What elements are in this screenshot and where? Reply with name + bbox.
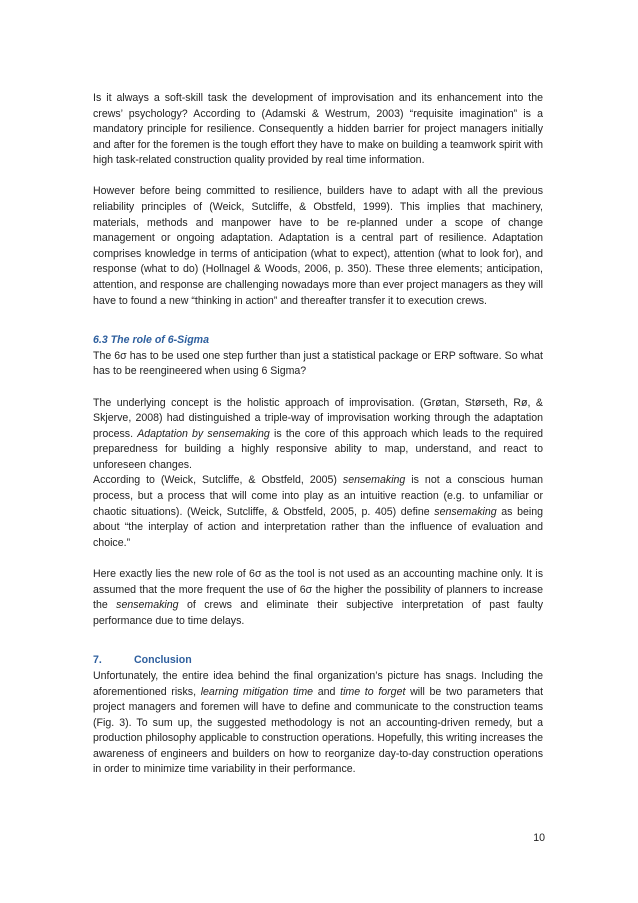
paragraph-6-sigma-intro: The 6σ has to be used one step further than just a statistical package or ERP software. So what has to be reengineered when using 6 Sigma? (93, 349, 543, 378)
page-body (93, 91, 543, 778)
section-heading-6-3: 6.3 The role of 6-Sigma (93, 334, 209, 347)
text-run: is the core of this approach which leads to the required preparedness for building a highly responsive ability to map, understand, and react to unforeseen changes. (93, 427, 544, 471)
text-run: According to (Weick, Sutcliffe, & Obstfeld, 2005) (93, 474, 343, 487)
italic-term: sensemaking (434, 505, 497, 518)
paragraph-conclusion (93, 669, 543, 778)
text-run: of crews and eliminate their subjective interpretation of past faulty performance due to time delays. (93, 599, 543, 627)
paragraph-requisite-imagination: Is it always a soft-skill task the development of improvisation and its enhancement into the crews’ psychology? According to (Adamski & Westrum, 2003) “requisite imagination” is a mandatory principle for resilience. Consequently a hidden barrier for project managers initially and after for the foremen is the tough effort they have to make on building a teamwork spirit with high task-related construction quality provided by real time information. (93, 92, 543, 167)
italic-term: sensemaking (116, 599, 179, 612)
paragraph-holistic-approach (93, 396, 543, 474)
section-number: 7. (93, 654, 102, 667)
section-title: Conclusion (134, 654, 192, 667)
text-run: will be two parameters that project managers and foremen will have to define and communicate to the construction teams (Fig. 3). To sum up, the suggested methodology is not an accounting-driven remedy, but a production philosophy applicable to construction operations. Hopefully, this writing increases the awareness of engineers and builders on how to reorganize day-to-day construction operations in order to minimize time variability in their performance. (93, 685, 544, 776)
text-run: as being about “the interplay of action and interpretation rather than the influence of evaluation and choice.” (93, 505, 544, 549)
paragraph-reliability-principles: However before being committed to resilience, builders have to adapt with all the previous reliability principles of (Weick, Sutcliffe, & Obstfeld, 1999). This implies that machinery, materials, methods and manpower have to be re-planned under a scope of change management or ongoing adaptation. Adaptation is a central part of resilience. Adaptation comprises knowledge in terms of anticipation (what to expect), attention (what to look for), and response (what to do) (Hollnagel & Woods, 2006, p. 350). These three elements; anticipation, attention, and response are challenging nowadays more than ever project managers as they will have to found a new “thinking in action” and thereafter transfer it to execution crews. (93, 185, 543, 307)
page-number: 10 (533, 832, 545, 844)
text-run: Unfortunately, the entire idea behind the final organization’s picture has snags. Including the aforementioned risks, (93, 669, 543, 698)
italic-term: time to forget (340, 685, 406, 698)
paragraph-new-role-6-sigma (93, 567, 543, 629)
italic-term: learning mitigation time (200, 685, 314, 698)
text-run: Here exactly lies the new role of 6σ as the tool is not used as an accounting machine only. It is assumed that the more frequent the use of 6σ the higher the possibility of planners to increase the (93, 567, 543, 612)
italic-term: sensemaking (342, 474, 406, 487)
text-run: and (313, 685, 341, 698)
paragraph-sensemaking-definition (93, 473, 543, 551)
text-run: is not a conscious human process, but a process that will come into play as an intuitive reaction (e.g. to unfamiliar or chaotic situations). (Weick, Sutcliffe, & Obstfeld, 2005, p. 405) define (93, 474, 543, 518)
text-run: The underlying concept is the holistic approach of improvisation. (Grøtan, Størseth, Rø, & Skjerve, 2008) had distinguished a triple-way of improvisation working through the adaptation process. (93, 396, 543, 440)
section-heading-7 (93, 653, 543, 669)
italic-term: Adaptation by sensemaking (137, 427, 270, 440)
